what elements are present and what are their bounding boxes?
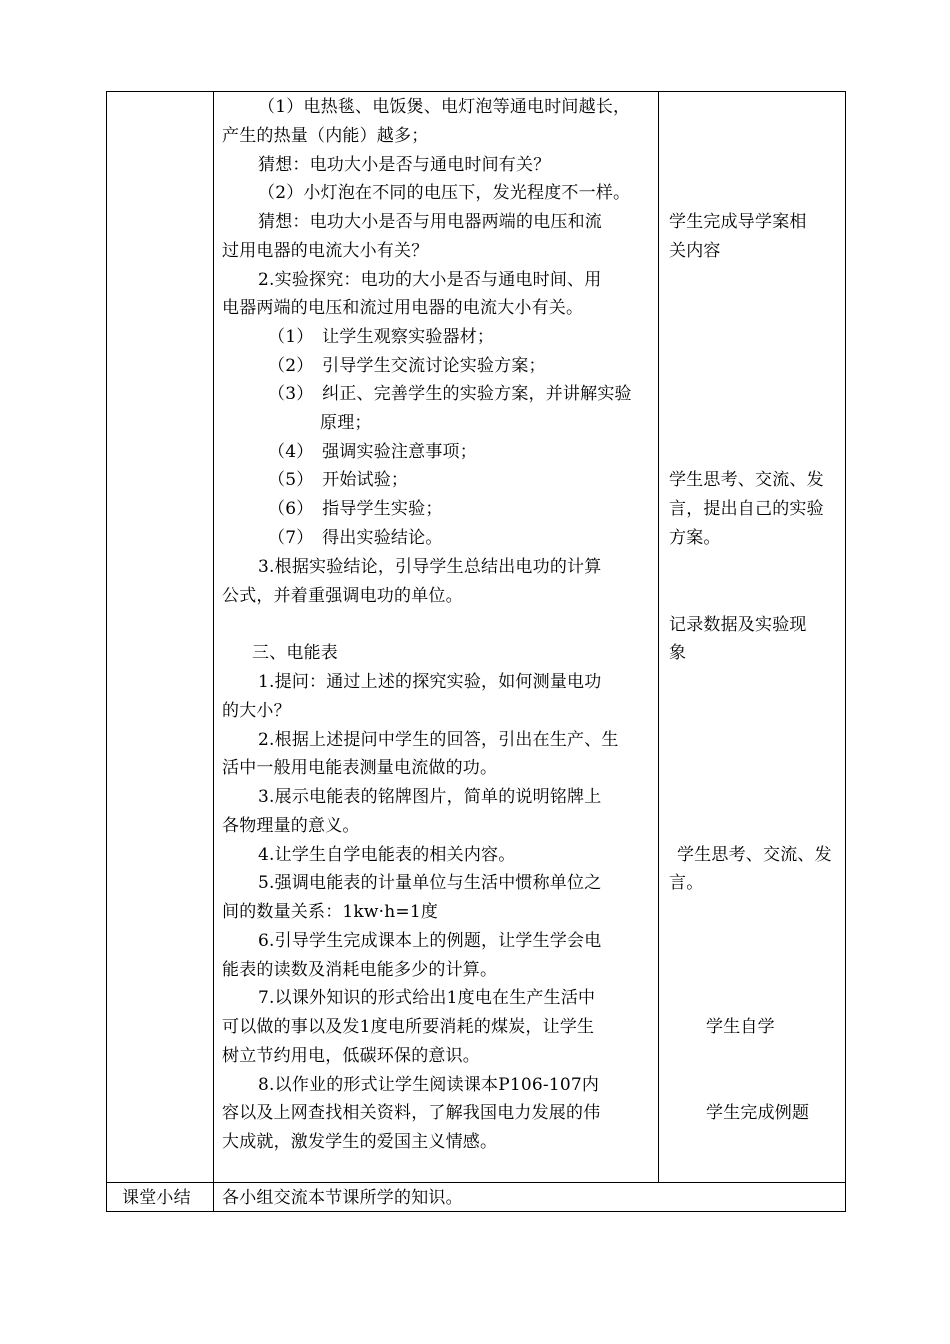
main-line: 公式，并着重强调电功的单位。 bbox=[222, 586, 463, 606]
main-line: 4.让学生自学电能表的相关内容。 bbox=[258, 845, 516, 865]
main-line: 原理； bbox=[320, 413, 372, 433]
side-line: 学生思考、交流、发 bbox=[669, 470, 824, 490]
column-divider-right bbox=[658, 91, 659, 1183]
main-line: 大成就，激发学生的爱国主义情感。 bbox=[222, 1132, 498, 1152]
main-line: （4） 强调实验注意事项； bbox=[268, 442, 477, 462]
column-divider-left bbox=[213, 91, 214, 1212]
side-line: 学生完成例题 bbox=[706, 1103, 810, 1123]
main-line: 电器两端的电压和流过用电器的电流大小有关。 bbox=[222, 298, 584, 318]
lesson-table bbox=[106, 91, 846, 1212]
main-line: （7） 得出实验结论。 bbox=[268, 528, 443, 548]
side-line: 言。 bbox=[669, 873, 704, 893]
side-line: 学生思考、交流、发 bbox=[677, 845, 832, 865]
main-line: （1） 让学生观察实验器材； bbox=[268, 327, 495, 347]
main-line: 2.实验探究：电功的大小是否与通电时间、用 bbox=[258, 270, 602, 290]
main-line: 6.引导学生完成课本上的例题，让学生学会电 bbox=[258, 931, 602, 951]
main-line: （2） 引导学生交流讨论实验方案； bbox=[268, 356, 546, 376]
main-line: 容以及上网查找相关资料，了解我国电力发展的伟 bbox=[222, 1103, 601, 1123]
main-line: 2.根据上述提问中学生的回答，引出在生产、生 bbox=[258, 730, 619, 750]
main-line: （6） 指导学生实验； bbox=[268, 499, 443, 519]
main-line: 过用电器的电流大小有关？ bbox=[222, 241, 429, 261]
main-line: 树立节约用电，低碳环保的意识。 bbox=[222, 1046, 480, 1066]
side-line: 象 bbox=[669, 643, 687, 663]
main-line: 5.强调电能表的计量单位与生活中惯称单位之 bbox=[258, 873, 602, 893]
main-line: （3） 纠正、完善学生的实验方案，并讲解实验 bbox=[268, 384, 632, 404]
main-line: 各物理量的意义。 bbox=[222, 816, 360, 836]
summary-text: 各小组交流本节课所学的知识。 bbox=[222, 1188, 463, 1208]
side-line: 记录数据及实验现 bbox=[669, 615, 807, 635]
summary-label: 课堂小结 bbox=[122, 1188, 191, 1208]
main-line: 间的数量关系：1kw·h=1度 bbox=[222, 902, 439, 922]
summary-row-divider bbox=[106, 1182, 846, 1183]
side-line: 学生自学 bbox=[706, 1017, 775, 1037]
main-line: 能表的读数及消耗电能多少的计算。 bbox=[222, 960, 498, 980]
side-line: 关内容 bbox=[669, 241, 721, 261]
main-line: 的大小？ bbox=[222, 701, 291, 721]
main-line: 活中一般用电能表测量电流做的功。 bbox=[222, 758, 498, 778]
main-line: （2）小灯泡在不同的电压下，发光程度不一样。 bbox=[258, 183, 631, 203]
main-line: 可以做的事以及发1度电所要消耗的煤炭，让学生 bbox=[222, 1017, 595, 1037]
main-line: 产生的热量（内能）越多； bbox=[222, 126, 429, 146]
main-line: 3.展示电能表的铭牌图片，简单的说明铭牌上 bbox=[258, 787, 602, 807]
main-line: 猜想：电功大小是否与用电器两端的电压和流 bbox=[258, 212, 602, 232]
main-line: 7.以课外知识的形式给出1度电在生产生活中 bbox=[258, 988, 596, 1008]
main-line: 1.提问：通过上述的探究实验，如何测量电功 bbox=[258, 672, 602, 692]
main-line: （1）电热毯、电饭煲、电灯泡等通电时间越长， bbox=[258, 97, 631, 117]
side-line: 方案。 bbox=[669, 528, 721, 548]
side-line: 言，提出自己的实验 bbox=[669, 499, 824, 519]
main-line: 三、电能表 bbox=[252, 643, 338, 663]
side-line: 学生完成导学案相 bbox=[669, 212, 807, 232]
main-line: （5） 开始试验； bbox=[268, 470, 409, 490]
main-line: 3.根据实验结论，引导学生总结出电功的计算 bbox=[258, 557, 602, 577]
main-line: 猜想：电功大小是否与通电时间有关？ bbox=[258, 155, 551, 175]
main-line: 8.以作业的形式让学生阅读课本P106-107内 bbox=[258, 1075, 600, 1095]
